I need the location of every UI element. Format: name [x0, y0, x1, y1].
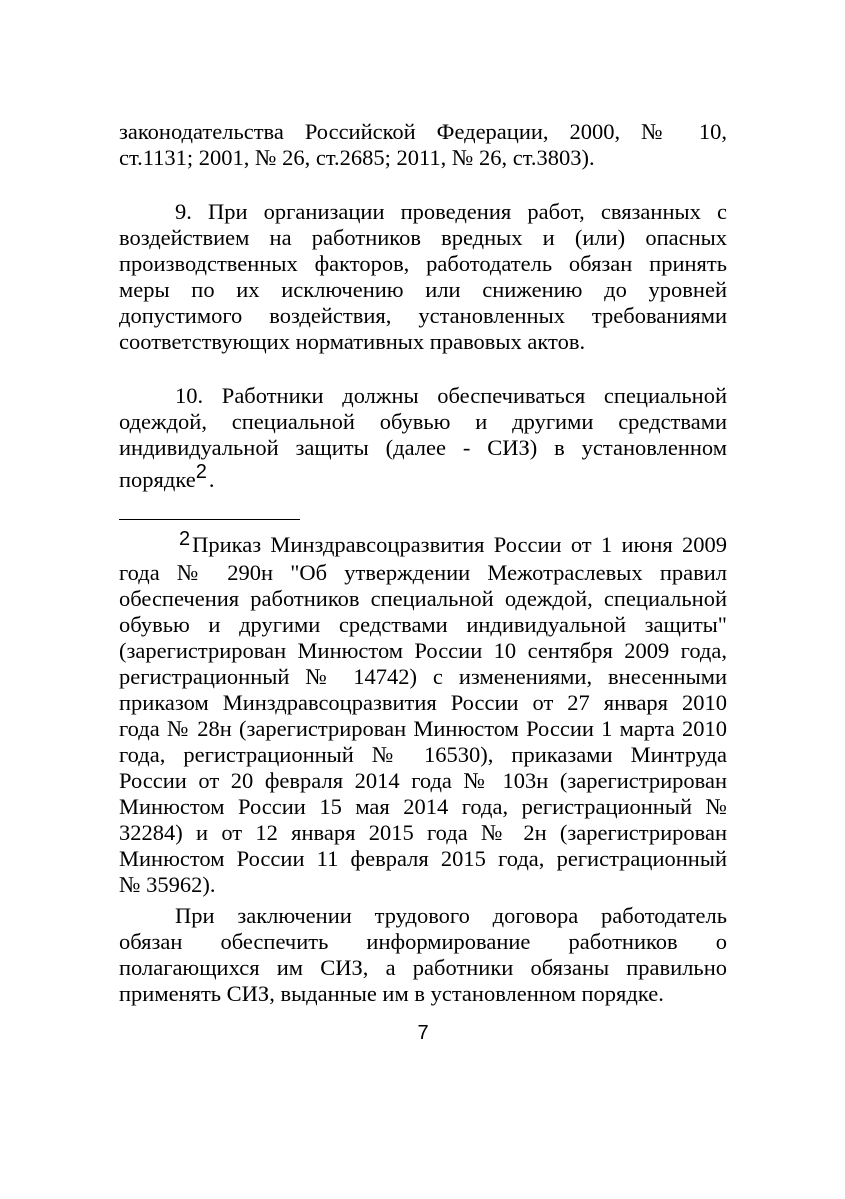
text-line: производственных факторов, работодатель обязан принять: [119, 251, 727, 276]
text-line: воздействием на работников вредных и (или) опасных: [119, 225, 727, 250]
text-line: обязан обеспечить информирование работников о: [119, 929, 727, 954]
text-line: обеспечения работников специальной одеждой, специальной: [119, 586, 727, 611]
footnote-separator: [119, 519, 300, 520]
text-line: применять СИЗ, выданные им в установленном порядке.: [119, 981, 664, 1006]
text-line: индивидуальной защиты (далее - СИЗ) в установленном: [119, 435, 727, 460]
text-line: 32284) и от 12 января 2015 года № 2н (зарегистрирован: [119, 820, 727, 845]
text-line: № 35962).: [119, 872, 216, 897]
text-fragment: Приказ Минздравсоцразвития России от 1 июня 2009: [192, 532, 727, 557]
text-line: обувью и другими средствами индивидуальной защиты": [119, 612, 727, 637]
text-line: одеждой, специальной обувью и другими средствами: [119, 409, 727, 434]
footnote-first-line: [179, 528, 727, 559]
text-line: допустимого воздействия, установленных требованиями: [119, 303, 727, 328]
text-line: законодательства Российской Федерации, 2000, № 10,: [119, 119, 727, 144]
text-line: Минюстом России 11 февраля 2015 года, регистрационный: [119, 846, 727, 871]
text-fragment: .: [208, 467, 215, 492]
text-line: При заключении трудового договора работодатель: [175, 903, 727, 928]
text-fragment: порядке: [119, 467, 196, 492]
text-line: года № 28н (зарегистрирован Минюстом России 1 марта 2010: [119, 716, 727, 741]
text-line: года № 290н "Об утверждении Межотраслевых правил: [119, 560, 727, 585]
text-line: России от 20 февраля 2014 года № 103н (зарегистрирован: [119, 768, 727, 793]
page-number: 7: [417, 1022, 429, 1044]
text-line: регистрационный № 14742) с изменениями, внесенными: [119, 664, 727, 689]
footnote-mark: 2: [179, 528, 191, 550]
text-line: (зарегистрирован Минюстом России 10 сентября 2009 года,: [119, 638, 727, 663]
text-line: меры по их исключению или снижению до уровней: [119, 277, 727, 302]
text-line: 9. При организации проведения работ, связанных с: [175, 199, 727, 224]
text-line: Минюстом России 15 мая 2014 года, регистрационный №: [119, 794, 727, 819]
text-line: полагающихся им СИЗ, а работники обязаны правильно: [119, 955, 727, 980]
text-line: года, регистрационный № 16530), приказами Минтруда: [119, 742, 727, 767]
text-line: ст.1131; 2001, № 26, ст.2685; 2011, № 26, ст.3803).: [119, 145, 595, 170]
text-line: 10. Работники должны обеспечиваться специальной: [175, 383, 727, 408]
footnote-reference[interactable]: 2: [195, 461, 207, 483]
text-line: приказом Минздравсоцразвития России от 27 января 2010: [119, 690, 727, 715]
text-line: [119, 461, 727, 494]
text-line: соответствующих нормативных правовых актов.: [119, 329, 586, 354]
